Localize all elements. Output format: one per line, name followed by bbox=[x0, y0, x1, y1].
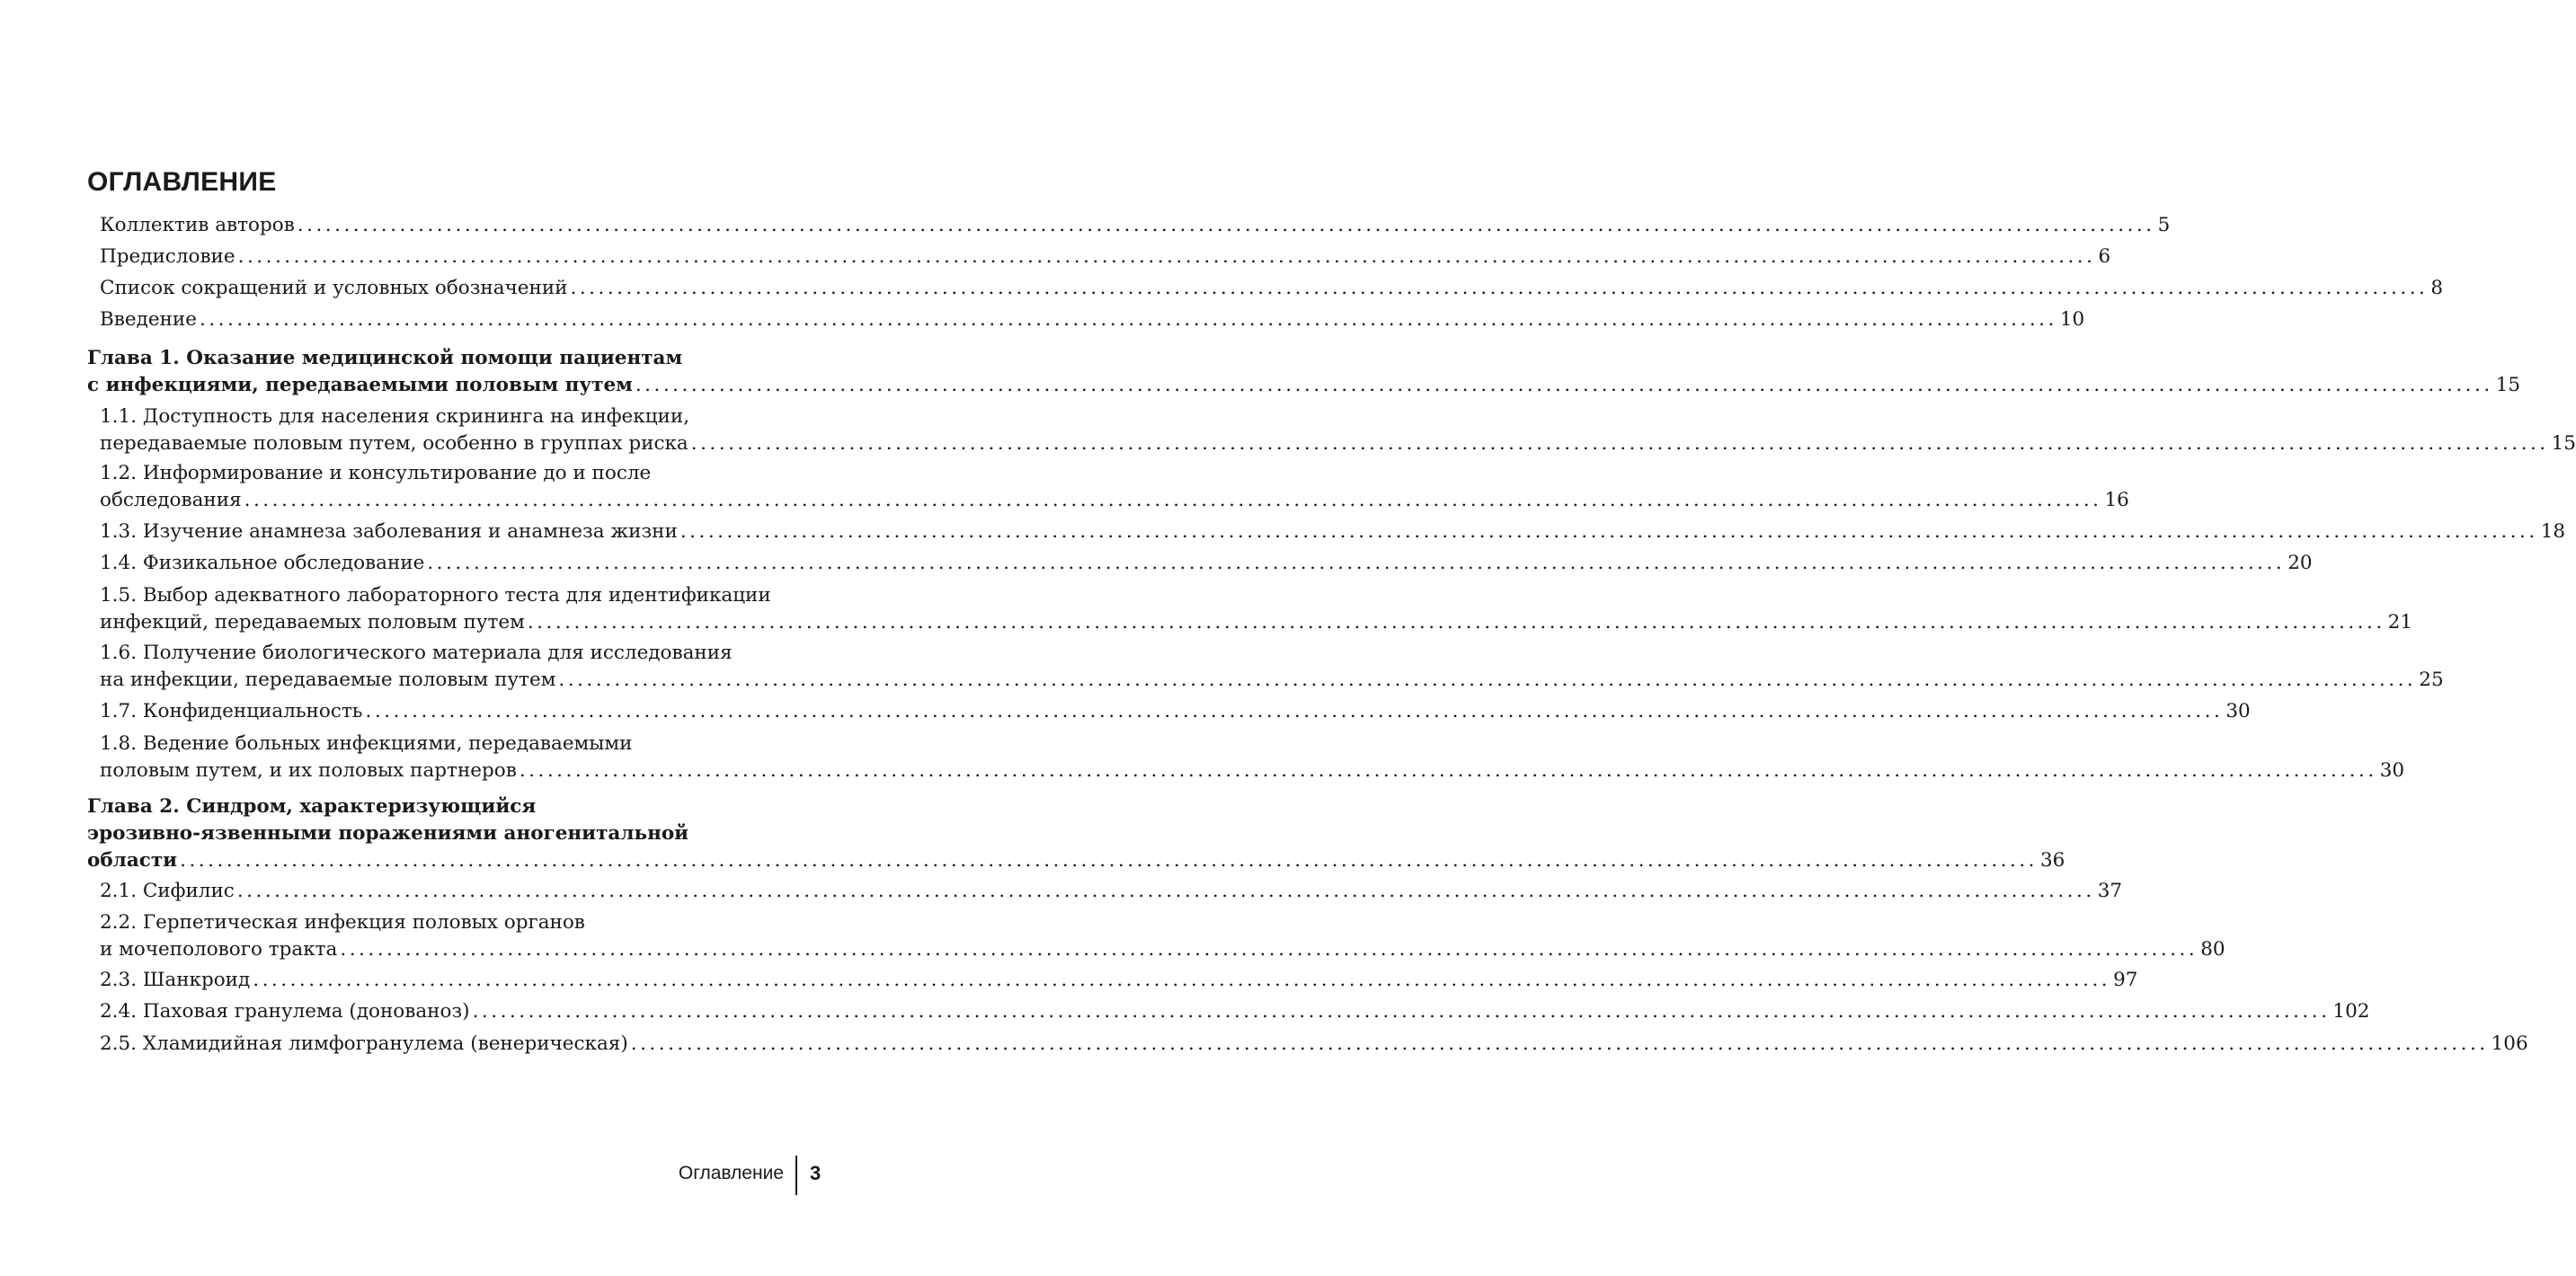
toc-entry-title-line: с инфекциями, передаваемыми половым путем bbox=[87, 374, 633, 396]
dot-leader: ........................................................................................................................................................................................................ bbox=[199, 308, 2057, 331]
toc-entry-title-line: половым путем, и их половых партнеров bbox=[100, 759, 517, 782]
dot-leader: ........................................................................................................................................................................................................ bbox=[365, 700, 2224, 722]
toc-entry-page: 18 bbox=[2540, 520, 2566, 543]
toc-entry-page: 16 bbox=[2104, 489, 2129, 511]
dot-leader: ........................................................................................................................................................................................................ bbox=[427, 552, 2286, 574]
dot-leader: ........................................................................................................................................................................................................ bbox=[253, 969, 2111, 991]
toc-entry-title: Коллектив авторов bbox=[100, 214, 295, 236]
toc-entry-title-line: инфекций, передаваемых половым путем bbox=[100, 611, 525, 634]
toc-entry-title-line: 1.6. Получение биологического материала для исследования bbox=[100, 642, 733, 664]
toc-entry-2-5[interactable] bbox=[100, 1031, 2528, 1058]
dot-leader: ........................................................................................................................................................................................................ bbox=[680, 520, 2538, 543]
toc-entry-title-line: области bbox=[87, 849, 178, 872]
toc-entry-page: 30 bbox=[2379, 759, 2405, 782]
toc-entry-1-5[interactable] bbox=[100, 582, 2413, 636]
toc-entry-page: 37 bbox=[2097, 880, 2123, 902]
toc-entry-title: 2.4. Паховая гранулема (донованоз) bbox=[100, 1000, 470, 1023]
toc-entry-title: 1.3. Изучение анамнеза заболевания и анамнеза жизни bbox=[100, 520, 678, 543]
toc-entry-page: 80 bbox=[2200, 938, 2225, 961]
toc-entry-authors[interactable] bbox=[100, 212, 2171, 239]
dot-leader: ........................................................................................................................................................................................................ bbox=[237, 245, 2096, 268]
toc-entry-page: 6 bbox=[2098, 245, 2111, 268]
toc-entry-2-3[interactable] bbox=[100, 967, 2138, 994]
toc-entry-page: 97 bbox=[2113, 969, 2138, 991]
toc-entry-title: Список сокращений и условных обозначений bbox=[100, 277, 568, 299]
toc-entry-page: 25 bbox=[2419, 669, 2444, 691]
toc-entry-title: 2.5. Хламидийная лимфогранулема (венерическая) bbox=[100, 1032, 628, 1055]
toc-entry-title-line: 1.8. Ведение больных инфекциями, передаваемыми bbox=[100, 732, 633, 755]
toc-entry-title-line: Глава 1. Оказание медицинской помощи пациентам bbox=[87, 347, 683, 369]
toc-entry-introduction[interactable] bbox=[100, 306, 2085, 333]
dot-leader: ........................................................................................................................................................................................................ bbox=[527, 611, 2385, 634]
toc-entry-2-4[interactable] bbox=[100, 998, 2370, 1025]
toc-entry-title-line: 2.2. Герпетическая инфекция половых органов bbox=[100, 911, 585, 934]
toc-entry-title: 1.4. Физикальное обследование bbox=[100, 552, 425, 574]
toc-entry-title-line: Глава 2. Синдром, характеризующийся bbox=[87, 795, 537, 818]
toc-chapter-2[interactable] bbox=[87, 793, 2065, 874]
toc-chapter-1[interactable] bbox=[87, 345, 2521, 399]
dot-leader: ........................................................................................................................................................................................................ bbox=[630, 1032, 2489, 1055]
toc-entry-title: 1.7. Конфиденциальность bbox=[100, 700, 363, 722]
toc-entry-page: 36 bbox=[2040, 849, 2065, 872]
dot-leader: ........................................................................................................................................................................................................ bbox=[297, 214, 2155, 236]
toc-entry-2-1[interactable] bbox=[100, 878, 2123, 905]
toc-entry-page: 15 bbox=[2551, 432, 2576, 455]
toc-entry-title-line: и мочеполового тракта bbox=[100, 938, 338, 961]
toc-entry-title-line: передаваемые половым путем, особенно в группах риска bbox=[100, 432, 688, 455]
dot-leader: ........................................................................................................................................................................................................ bbox=[558, 669, 2417, 691]
page-title: ОГЛАВЛЕНИЕ bbox=[87, 167, 277, 197]
toc-entry-page: 106 bbox=[2491, 1032, 2528, 1055]
toc-entry-page: 8 bbox=[2430, 277, 2444, 299]
dot-leader: ........................................................................................................................................................................................................ bbox=[472, 1000, 2331, 1023]
toc-entry-1-2[interactable] bbox=[100, 460, 2129, 514]
toc-entry-title-line: обследования bbox=[100, 489, 242, 511]
toc-entry-page: 21 bbox=[2387, 611, 2413, 634]
toc-entry-title-line: 1.5. Выбор адекватного лабораторного теста для идентификации bbox=[100, 584, 771, 607]
toc-entry-title: Введение bbox=[100, 308, 197, 331]
footer-divider bbox=[795, 1156, 797, 1195]
running-footer-section: Оглавление bbox=[678, 1163, 784, 1183]
dot-leader: ........................................................................................................................................................................................................ bbox=[690, 432, 2549, 455]
toc-entry-page: 5 bbox=[2157, 214, 2171, 236]
toc-entry-page: 102 bbox=[2332, 1000, 2370, 1023]
toc-entry-title-line: 1.1. Доступность для населения скрининга на инфекции, bbox=[100, 405, 690, 428]
toc-entry-abbreviations[interactable] bbox=[100, 275, 2444, 302]
toc-entry-title: 2.1. Сифилис bbox=[100, 880, 235, 902]
toc-entry-1-7[interactable] bbox=[100, 698, 2251, 725]
toc-entry-title-line: на инфекции, передаваемые половым путем bbox=[100, 669, 556, 691]
dot-leader: ........................................................................................................................................................................................................ bbox=[244, 489, 2102, 511]
toc-entry-1-8[interactable] bbox=[100, 731, 2405, 784]
toc-entry-2-2[interactable] bbox=[100, 909, 2225, 963]
toc-entry-title-line: 1.2. Информирование и консультирование до и после bbox=[100, 462, 652, 484]
dot-leader: ........................................................................................................................................................................................................ bbox=[236, 880, 2095, 902]
toc-entry-page: 20 bbox=[2287, 552, 2313, 574]
page-number: 3 bbox=[810, 1162, 822, 1184]
toc-entry-page: 15 bbox=[2495, 374, 2521, 396]
toc-entry-1-3[interactable] bbox=[100, 518, 2566, 545]
toc-entry-title-line: эрозивно-язвенными поражениями аногенитальной bbox=[87, 822, 689, 845]
toc-entry-preface[interactable] bbox=[100, 244, 2111, 270]
toc-entry-1-6[interactable] bbox=[100, 640, 2444, 694]
toc-entry-1-1[interactable] bbox=[100, 403, 2576, 457]
toc-entry-page: 30 bbox=[2225, 700, 2251, 722]
dot-leader: ........................................................................................................................................................................................................ bbox=[519, 759, 2377, 782]
toc-entry-1-4[interactable] bbox=[100, 550, 2313, 577]
dot-leader: ........................................................................................................................................................................................................ bbox=[340, 938, 2198, 961]
toc-entry-title: 2.3. Шанкроид bbox=[100, 969, 251, 991]
dot-leader: ........................................................................................................................................................................................................ bbox=[635, 374, 2493, 396]
toc-entry-title: Предисловие bbox=[100, 245, 235, 268]
dot-leader: ........................................................................................................................................................................................................ bbox=[570, 277, 2429, 299]
toc-entry-page: 10 bbox=[2059, 308, 2085, 331]
dot-leader: ........................................................................................................................................................................................................ bbox=[180, 849, 2038, 872]
